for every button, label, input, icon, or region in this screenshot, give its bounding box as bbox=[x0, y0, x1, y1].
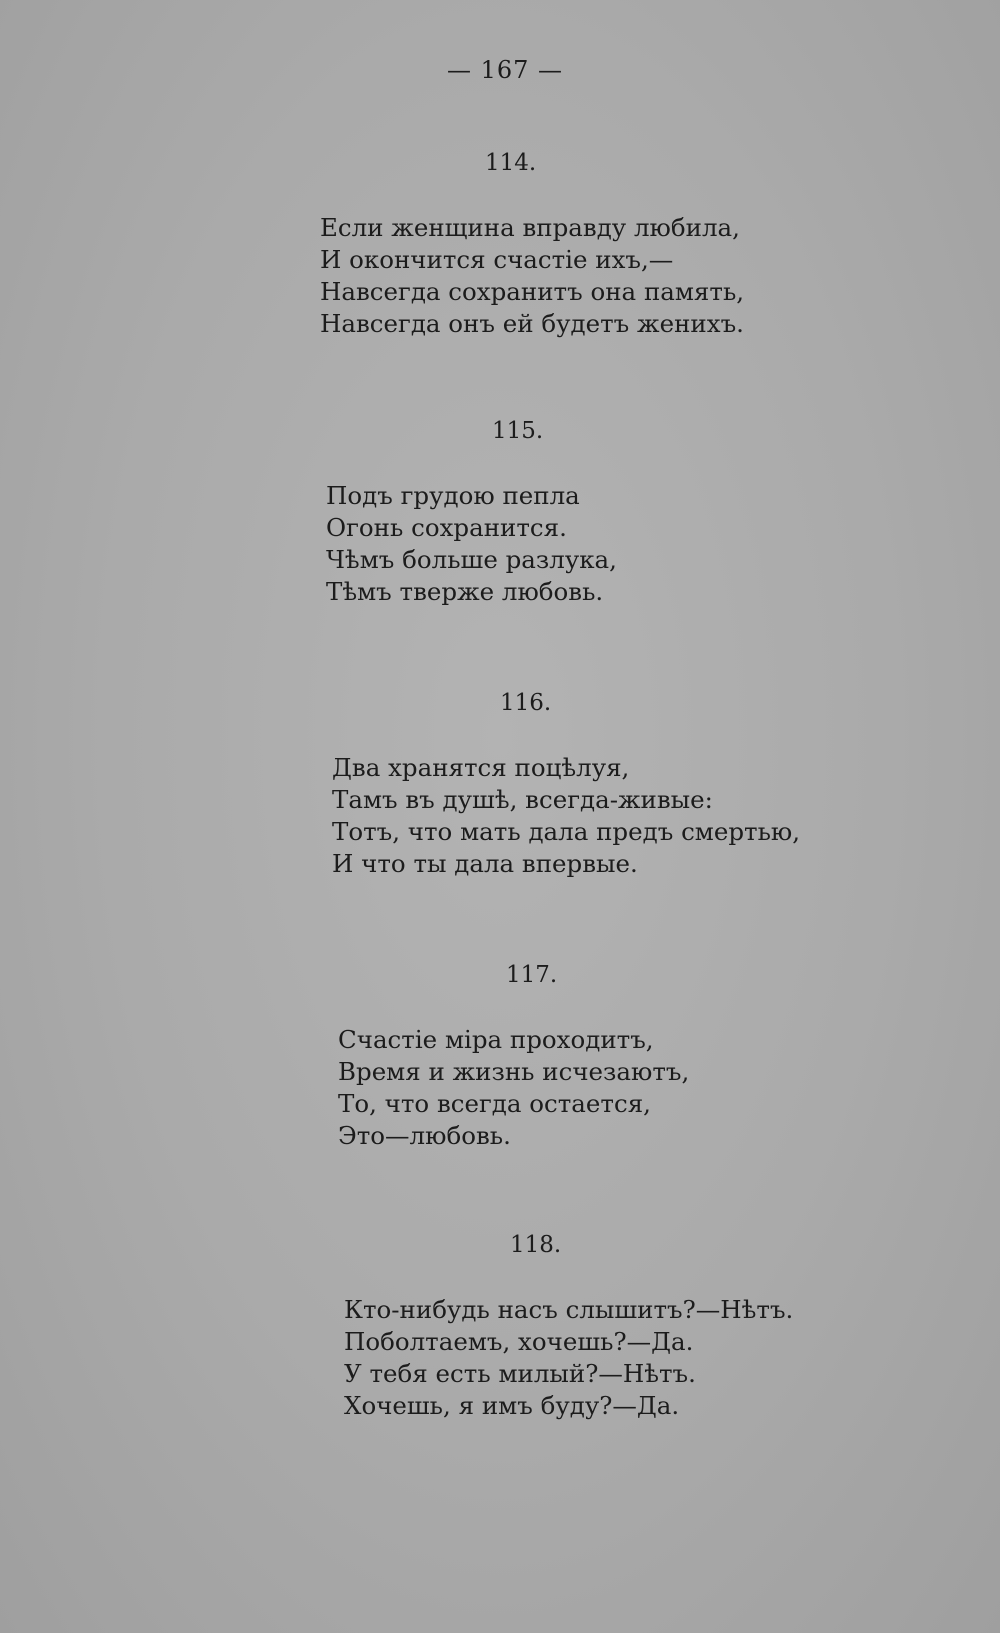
poem-number: 118. bbox=[510, 1232, 562, 1258]
poem-line: Счастіе міра проходитъ, bbox=[338, 1025, 654, 1054]
poem-number: 115. bbox=[492, 418, 544, 444]
poem-line: Чѣмъ больше разлука, bbox=[326, 545, 617, 574]
page-number: — 167 — bbox=[446, 56, 564, 84]
poem-line: То, что всегда остается, bbox=[338, 1089, 651, 1118]
poem-line: Огонь сохранится. bbox=[326, 513, 567, 542]
poem-number: 116. bbox=[500, 690, 552, 716]
poem-line: Кто-нибудь насъ слышитъ?—Нѣтъ. bbox=[344, 1295, 794, 1324]
poem-115 bbox=[326, 418, 846, 608]
poem-line: Навсегда онъ ей будетъ женихъ. bbox=[320, 309, 744, 338]
poem-line: У тебя есть милый?—Нѣтъ. bbox=[344, 1359, 696, 1388]
poem-line: Тотъ, что мать дала предъ смертью, bbox=[332, 817, 801, 846]
poem-line: Если женщина вправду любила, bbox=[320, 213, 740, 242]
poem-114 bbox=[320, 150, 840, 340]
poem-line: Это—любовь. bbox=[338, 1121, 511, 1150]
poem-116 bbox=[332, 690, 852, 880]
poem-line: И что ты дала впервые. bbox=[332, 849, 638, 878]
poem-line: Подъ грудою пепла bbox=[326, 481, 580, 510]
poem-line: Два хранятся поцѣлуя, bbox=[332, 753, 630, 782]
poem-line: И окончится счастіе ихъ,— bbox=[320, 245, 674, 274]
poem-line: Навсегда сохранитъ она память, bbox=[320, 277, 745, 306]
poem-line: Время и жизнь исчезаютъ, bbox=[338, 1057, 690, 1086]
poem-line: Хочешь, я имъ буду?—Да. bbox=[344, 1391, 680, 1420]
poem-number: 114. bbox=[485, 150, 537, 176]
poem-line: Тамъ въ душѣ, всегда-живые: bbox=[332, 785, 713, 814]
poem-118 bbox=[344, 1232, 864, 1422]
poem-line: Тѣмъ тверже любовь. bbox=[326, 577, 604, 606]
poem-117 bbox=[338, 962, 858, 1152]
poem-number: 117. bbox=[506, 962, 558, 988]
poem-line: Поболтаемъ, хочешь?—Да. bbox=[344, 1327, 694, 1356]
